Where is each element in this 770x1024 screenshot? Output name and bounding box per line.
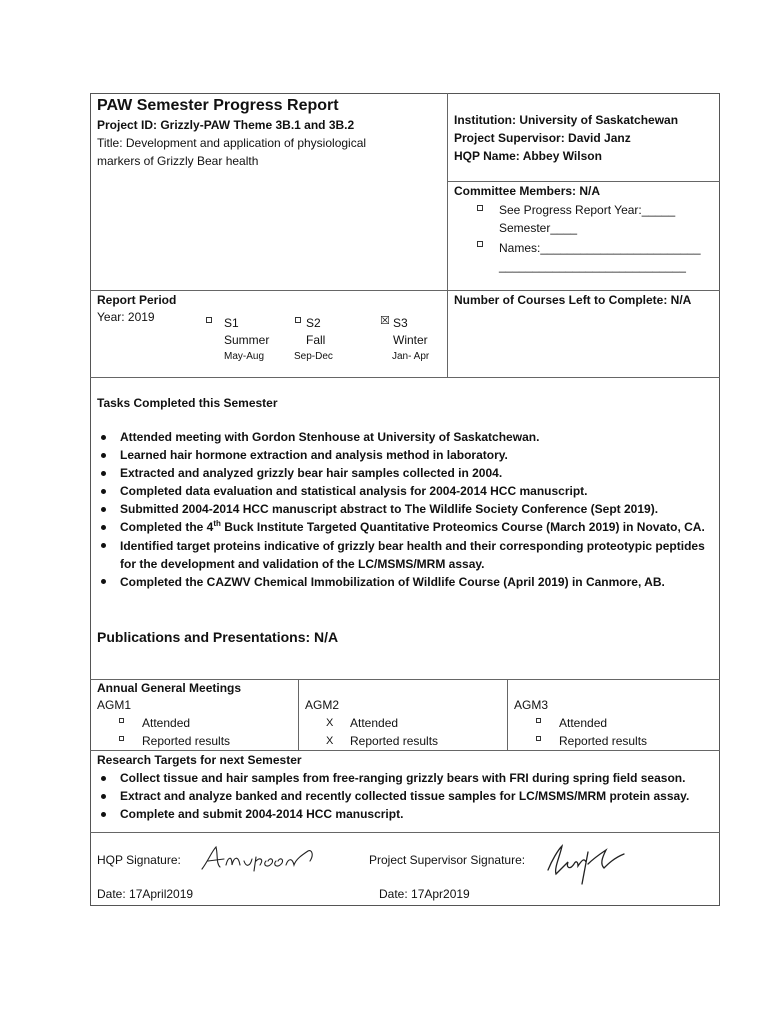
agm3-attended-label: Attended [559,716,608,730]
project-title-line1: Title: Development and application of physiological [97,136,367,150]
project-title-line2: markers of Grizzly Bear health [97,154,259,168]
tasks-heading: Tasks Completed this Semester [97,396,278,410]
s1-label: S1 [224,316,239,330]
header-divider [447,93,448,377]
agm-col-divider-2 [507,679,508,750]
agm3-name: AGM3 [514,698,549,712]
s2-label: S2 [306,316,321,330]
committee-item1-line2: Semester____ [499,221,578,235]
task-bullet-6 [101,525,106,530]
task-item-2: Learned hair hormone extraction and analysis method in laboratory. [120,448,508,462]
supervisor-date: Date: 17Apr2019 [379,887,470,901]
committee-checkbox-1[interactable] [477,205,483,211]
agm3-reported-checkbox[interactable] [536,736,541,741]
s1-checkbox[interactable] [206,317,212,323]
task-item-7-cont: for the development and validation of the LC/MSMS/MRM assay. [120,557,485,571]
agm2-name: AGM2 [305,698,340,712]
project-id: Project ID: Grizzly-PAW Theme 3B.1 and 3B.2 [97,118,355,132]
committee-heading: Committee Members: N/A [454,184,601,198]
hqp-signature-label: HQP Signature: [97,853,181,867]
task-bullet-1 [101,435,106,440]
task-item-3: Extracted and analyzed grizzly bear hair samples collected in 2004. [120,466,503,480]
agm2-reported-check[interactable]: X [326,735,334,747]
report-title: PAW Semester Progress Report [97,97,339,114]
task-item-6-post: Buck Institute Targeted Quantitative Proteomics Course (March 2019) in Novato, CA. [220,520,705,534]
task-bullet-3 [101,471,106,476]
research-bullet-1 [101,776,106,781]
signature-top-line [90,832,720,833]
courses-left: Number of Courses Left to Complete: N/A [454,293,692,307]
institution: Institution: University of Saskatchewan [454,113,679,127]
agm1-attended-label: Attended [142,716,191,730]
supervisor-signature-label: Project Supervisor Signature: [369,853,526,867]
task-item-5: Submitted 2004-2014 HCC manuscript abstract to The Wildlife Society Conference (Sept 2019). [120,502,659,516]
task-item-6-sup: th [213,519,221,528]
report-period-heading: Report Period [97,293,177,307]
agm2-reported-label: Reported results [350,734,439,748]
hqp-date: Date: 17April2019 [97,887,194,901]
s1-season: Summer [224,333,270,347]
research-bullet-3 [101,812,106,817]
s3-season: Winter [393,333,428,347]
agm1-reported-label: Reported results [142,734,231,748]
project-supervisor: Project Supervisor: David Janz [454,131,631,145]
hqp-name: HQP Name: Abbey Wilson [454,149,602,163]
task-bullet-5 [101,507,106,512]
committee-item1-line1: See Progress Report Year:_____ [499,203,676,217]
research-item-2: Extract and analyze banked and recently collected tissue samples for LC/MSMS/MRM protein assay. [120,789,690,803]
task-bullet-7 [101,543,106,548]
agm-heading: Annual General Meetings [97,681,242,695]
agm3-reported-label: Reported results [559,734,648,748]
research-item-1: Collect tissue and hair samples from free-ranging grizzly bears with FRI during spring field season. [120,771,686,785]
committee-checkbox-2[interactable] [477,241,483,247]
agm2-attended-label: Attended [350,716,399,730]
report-year: Year: 2019 [97,310,155,324]
task-item-6 [120,518,705,536]
research-bullet-2 [101,794,106,799]
tasks-top-line [90,377,720,378]
task-item-8: Completed the CAZWV Chemical Immobilization of Wildlife Course (April 2019) in Canmore, AB. [120,575,665,589]
research-item-3: Complete and submit 2004-2014 HCC manuscript. [120,807,404,821]
committee-item2-line1: Names:________________________ [499,241,701,255]
publications-heading: Publications and Presentations: N/A [97,629,339,645]
s2-season: Fall [306,333,326,347]
committee-item2-line2: ____________________________ [499,259,686,273]
task-bullet-2 [101,453,106,458]
task-item-6-pre: Completed the 4 [120,520,214,534]
s3-months: Jan- Apr [392,351,430,362]
task-item-4: Completed data evaluation and statistical analysis for 2004-2014 HCC manuscript. [120,484,588,498]
hqp-signature-image [198,843,316,875]
agm1-reported-checkbox[interactable] [119,736,124,741]
s2-checkbox[interactable] [295,317,301,323]
task-bullet-8 [101,579,106,584]
supervisor-signature-image [542,840,630,886]
agm3-attended-checkbox[interactable] [536,718,541,723]
s2-months: Sep-Dec [294,351,333,362]
agm2-attended-check[interactable]: X [326,717,334,729]
agm1-attended-checkbox[interactable] [119,718,124,723]
research-targets-heading: Research Targets for next Semester [97,753,302,767]
s3-checkbox-checked[interactable]: ☒ [380,315,390,327]
task-bullet-4 [101,489,106,494]
task-item-1: Attended meeting with Gordon Stenhouse at University of Saskatchewan. [120,430,540,444]
agm-col-divider-1 [298,679,299,750]
s1-months: May-Aug [224,351,265,362]
task-item-7: Identified target proteins indicative of grizzly bear health and their corresponding proteotypic peptides [120,539,705,553]
s3-label: S3 [393,316,408,330]
agm1-name: AGM1 [97,698,132,712]
